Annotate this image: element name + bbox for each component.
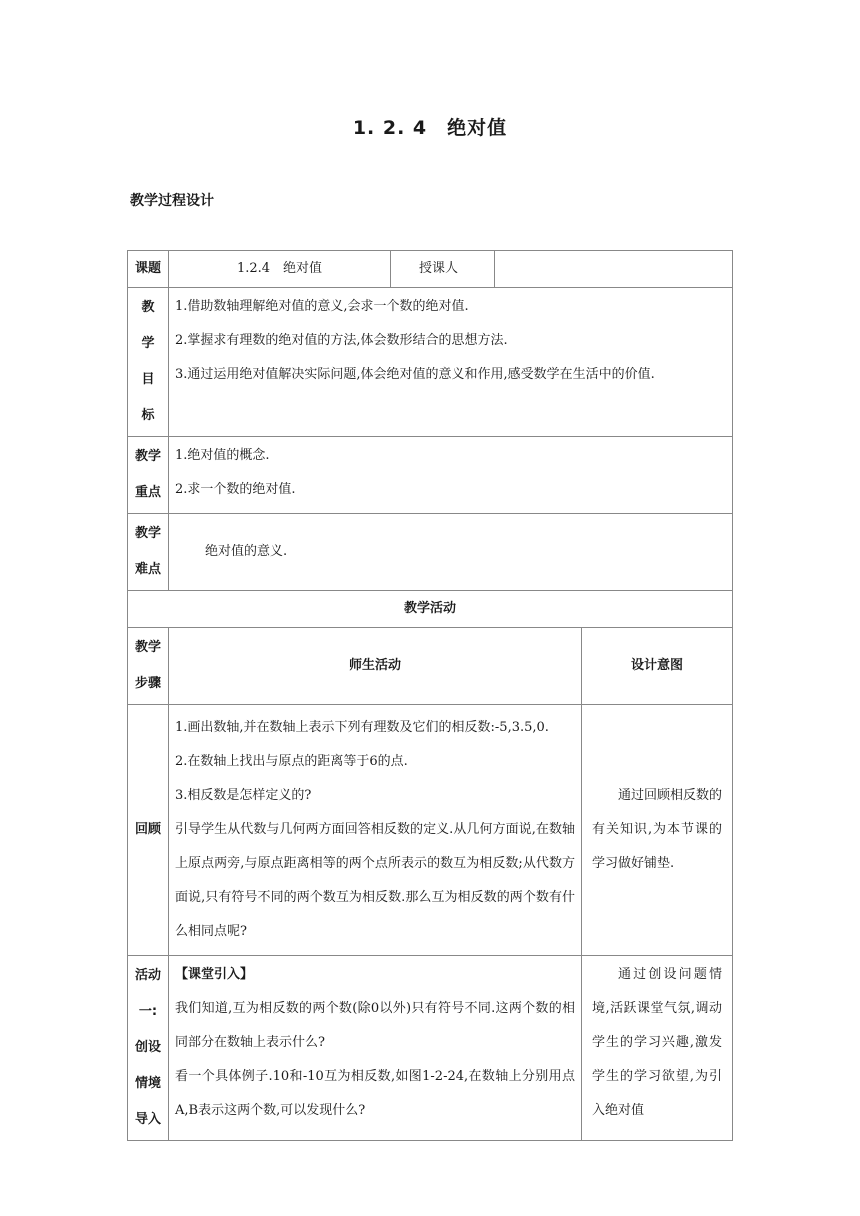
goal-item: 3.通过运用绝对值解决实际问题,体会绝对值的意义和作用,感受数学在生活中的价值. [175, 367, 655, 382]
difficulty-content: 绝对值的意义. [169, 514, 733, 591]
teacher-label: 授课人 [391, 251, 495, 288]
activity-column-header: 师生活动 [169, 628, 582, 705]
key-point-item: 1.绝对值的概念. [175, 448, 270, 463]
goals-content [169, 288, 733, 437]
activity-one-content [169, 956, 582, 1141]
key-points-label: 教学 重点 [128, 437, 169, 514]
activity-one-line: 看一个具体例子.10和-10互为相反数,如图1-2-24,在数轴上分别用点A,B表示这两个数,可以发现什么? [175, 1069, 575, 1118]
teacher-value [495, 251, 733, 288]
review-line: 引导学生从代数与几何两方面回答相反数的定义.从几何方面说,在数轴上原点两旁,与原点距离相等的两个点所表示的数互为相反数;从代数方面说,只有符号不同的两个数互为相反数.那么互为相反数的两个数有什么相同点呢? [175, 822, 575, 939]
classroom-intro-heading: 【课堂引入】 [175, 967, 254, 982]
key-points-content [169, 437, 733, 514]
topic-row [128, 251, 733, 288]
lesson-plan-table [127, 250, 733, 1141]
activities-header: 教学活动 [128, 591, 733, 628]
key-point-item: 2.求一个数的绝对值. [175, 482, 296, 497]
review-line: 2.在数轴上找出与原点的距离等于6的点. [175, 754, 408, 769]
column-header-row [128, 628, 733, 705]
step-column-header: 教学 步骤 [128, 628, 169, 705]
review-line: 3.相反数是怎样定义的? [175, 788, 312, 803]
review-activity [169, 705, 582, 956]
activity-one-line: 我们知道,互为相反数的两个数(除0以外)只有符号不同.这两个数的相同部分在数轴上表示什么? [175, 1001, 575, 1050]
goals-row [128, 288, 733, 437]
topic-value: 1.2.4 绝对值 [169, 251, 391, 288]
section-subtitle: 教学过程设计 [130, 193, 214, 209]
difficulty-row [128, 514, 733, 591]
review-line: 1.画出数轴,并在数轴上表示下列有理数及它们的相反数:-5,3.5,0. [175, 720, 549, 735]
review-step-label: 回顾 [128, 705, 169, 956]
activities-header-row [128, 591, 733, 628]
review-intent: 通过回顾相反数的有关知识,为本节课的学习做好铺垫. [582, 705, 733, 956]
goals-label: 教 学 目 标 [128, 288, 169, 437]
goal-item: 2.掌握求有理数的绝对值的方法,体会数形结合的思想方法. [175, 333, 508, 348]
key-points-row [128, 437, 733, 514]
difficulty-label: 教学 难点 [128, 514, 169, 591]
goal-item: 1.借助数轴理解绝对值的意义,会求一个数的绝对值. [175, 299, 469, 314]
topic-label: 课题 [128, 251, 169, 288]
activity-one-intent: 通过创设问题情境,活跃课堂气氛,调动学生的学习兴趣,激发学生的学习欲望,为引入绝对值 [582, 956, 733, 1141]
activity-one-step-label: 活动 一: 创设 情境 导入 [128, 956, 169, 1141]
page-title: 1. 2. 4 绝对值 [352, 117, 508, 139]
activity-one-row [128, 956, 733, 1141]
intent-column-header: 设计意图 [582, 628, 733, 705]
review-row [128, 705, 733, 956]
